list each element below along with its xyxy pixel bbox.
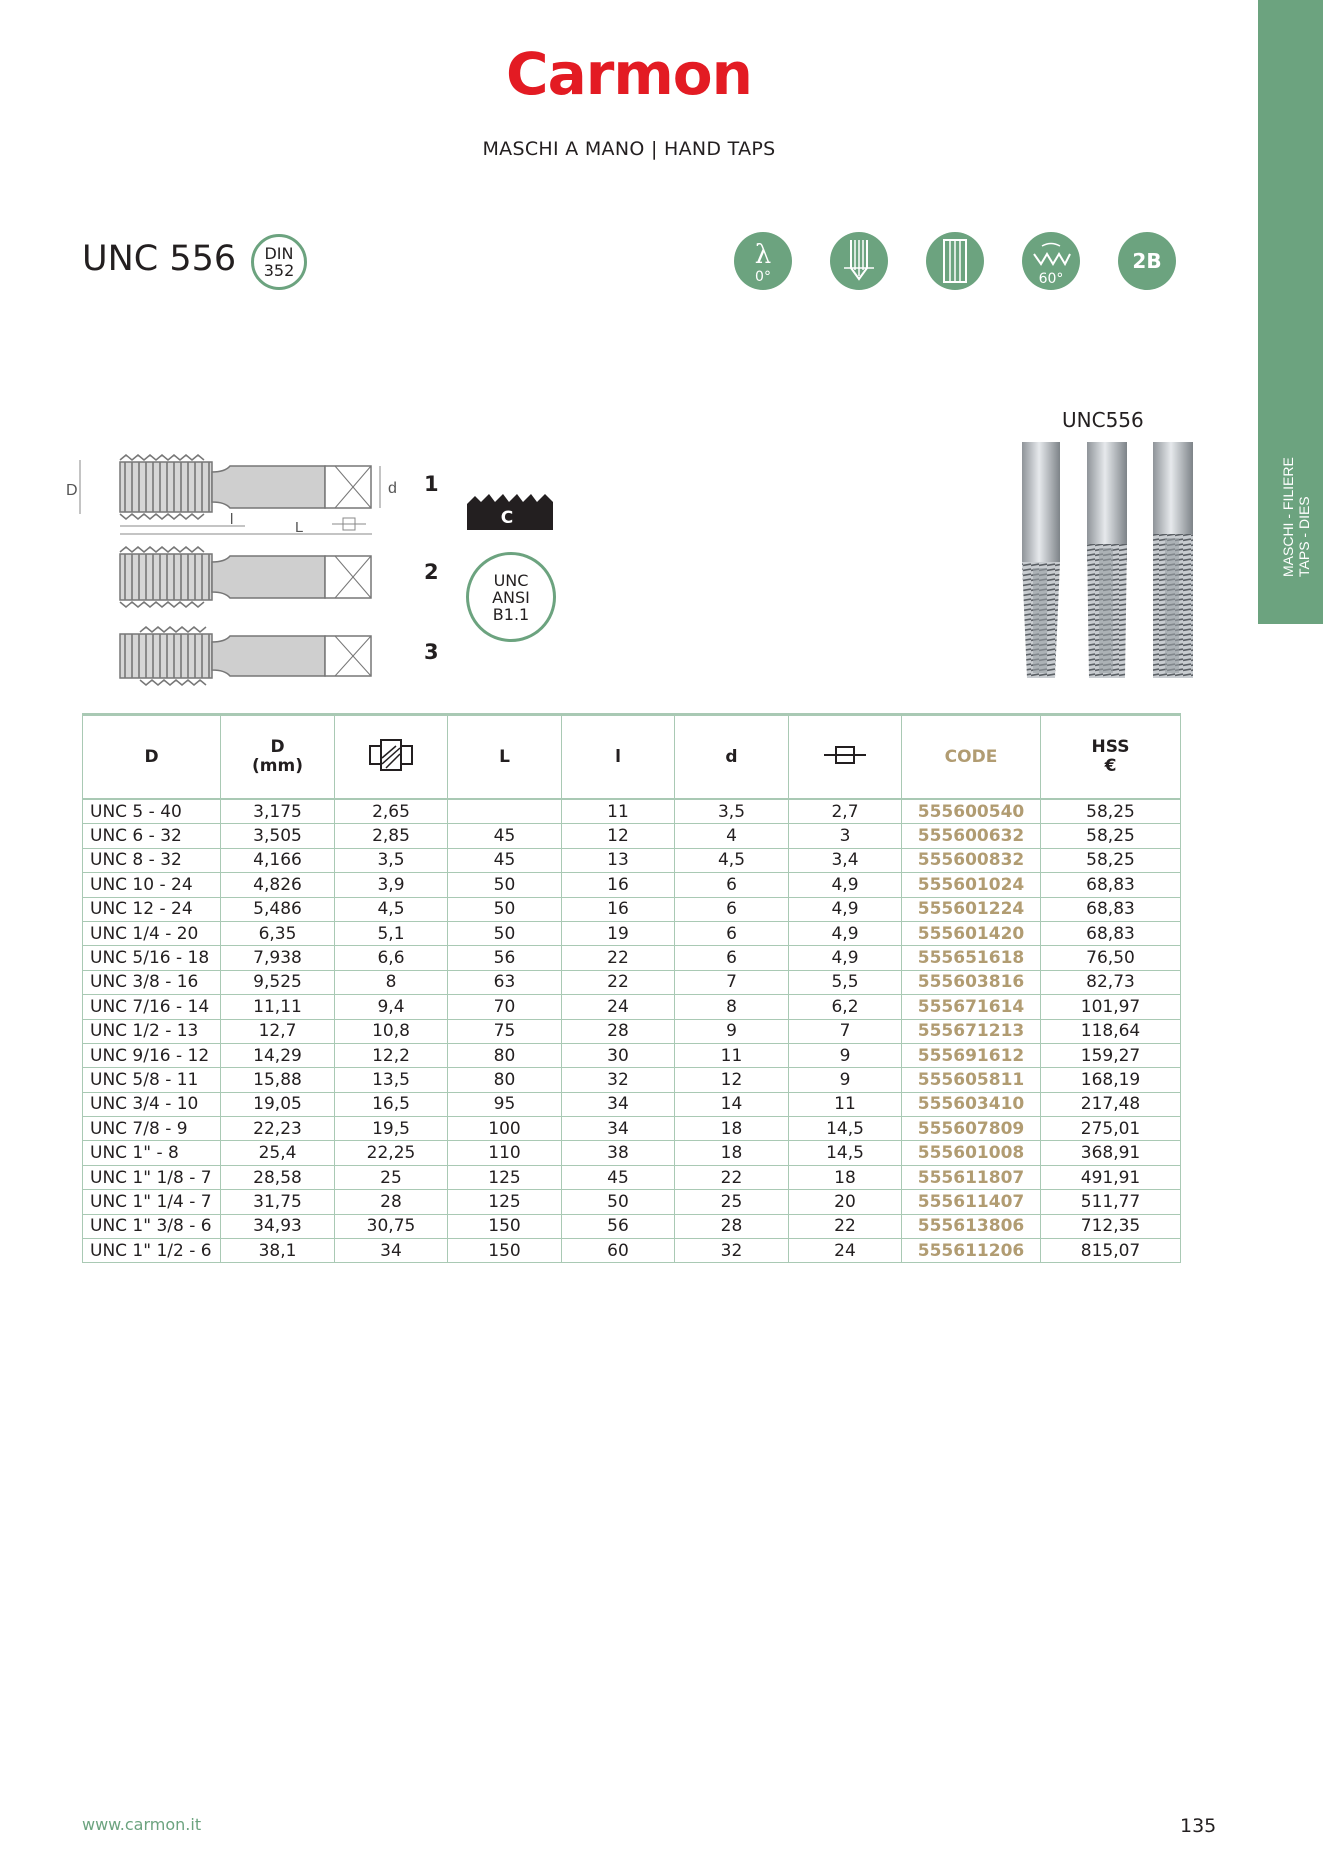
table-cell: 9	[789, 1043, 902, 1067]
table-cell: 14,5	[789, 1117, 902, 1141]
header-d-mm-line2: (mm)	[252, 756, 303, 776]
table-cell: 491,91	[1041, 1165, 1181, 1189]
table-cell: 13	[562, 848, 675, 872]
photo-caption: UNC556	[1062, 408, 1144, 432]
straight-flute-icon	[926, 232, 984, 290]
ic1-sym-text: λ	[754, 240, 772, 270]
table-cell	[448, 799, 562, 824]
table-cell: 56	[448, 946, 562, 970]
table-row	[83, 1117, 1181, 1141]
side-tab-label	[1258, 399, 1323, 579]
table-cell: 22	[789, 1214, 902, 1238]
header-hss-line1: HSS	[1091, 737, 1130, 757]
product-code-cell[interactable]: 555600540	[902, 799, 1041, 824]
table-cell: 8	[335, 970, 448, 994]
table-cell: 16,5	[335, 1092, 448, 1116]
table-cell: 8	[675, 995, 789, 1019]
table-cell: 9,525	[221, 970, 335, 994]
table-cell: 7,938	[221, 946, 335, 970]
table-cell: 70	[448, 995, 562, 1019]
table-cell: 19,05	[221, 1092, 335, 1116]
variant-number-1: 1	[424, 472, 439, 496]
table-row	[83, 946, 1181, 970]
tap-photo-2	[1087, 442, 1127, 678]
variant-number-3: 3	[424, 640, 439, 664]
table-row	[83, 1239, 1181, 1263]
table-cell: 22	[562, 946, 675, 970]
product-code-cell[interactable]: 555611407	[902, 1190, 1041, 1214]
table-cell: 80	[448, 1043, 562, 1067]
table-cell: 7	[675, 970, 789, 994]
table-cell: 10,8	[335, 1019, 448, 1043]
table-cell: 68,83	[1041, 921, 1181, 945]
tap-photo-1	[1022, 442, 1060, 678]
table-cell: UNC 5/16 - 18	[83, 946, 221, 970]
table-header-row	[83, 715, 1181, 800]
table-cell: 2,85	[335, 824, 448, 848]
table-cell: 18	[789, 1165, 902, 1189]
product-code-cell[interactable]: 555601420	[902, 921, 1041, 945]
table-cell: 3,175	[221, 799, 335, 824]
table-cell: 3,5	[335, 848, 448, 872]
ic5-val-text: 2B	[1132, 249, 1162, 273]
table-cell: 22,23	[221, 1117, 335, 1141]
product-code-cell[interactable]: 555611807	[902, 1165, 1041, 1189]
table-cell: 63	[448, 970, 562, 994]
product-code-cell[interactable]: 555603816	[902, 970, 1041, 994]
table-cell: 275,01	[1041, 1117, 1181, 1141]
tap-drawing-1	[66, 455, 397, 536]
table-cell: 20	[789, 1190, 902, 1214]
table-cell: 22	[675, 1165, 789, 1189]
table-cell: 3,9	[335, 873, 448, 897]
table-cell: 2,65	[335, 799, 448, 824]
table-cell: UNC 7/8 - 9	[83, 1117, 221, 1141]
tap-end-icon	[830, 232, 888, 290]
table-cell: 4	[675, 824, 789, 848]
table-cell: 6	[675, 897, 789, 921]
lbl-L-text: L	[295, 519, 304, 536]
table-cell: 19	[562, 921, 675, 945]
product-code-cell[interactable]: 555600832	[902, 848, 1041, 872]
table-cell: 4,9	[789, 897, 902, 921]
table-body	[83, 799, 1181, 1263]
table-row	[83, 921, 1181, 945]
table-cell: 6	[675, 921, 789, 945]
table-cell: 4,9	[789, 921, 902, 945]
table-cell: 28	[675, 1214, 789, 1238]
table-cell: 5,5	[789, 970, 902, 994]
table-cell: 14,5	[789, 1141, 902, 1165]
header-hss-line2: €	[1104, 756, 1117, 776]
table-cell: 9,4	[335, 995, 448, 1019]
table-cell: 6,35	[221, 921, 335, 945]
product-code-cell[interactable]: 555601024	[902, 873, 1041, 897]
table-cell: 110	[448, 1141, 562, 1165]
product-code-cell[interactable]: 555605811	[902, 1068, 1041, 1092]
header-L: L	[448, 715, 562, 800]
table-row	[83, 995, 1181, 1019]
table-cell: 13,5	[335, 1068, 448, 1092]
table-cell: 56	[562, 1214, 675, 1238]
table-cell: 75	[448, 1019, 562, 1043]
st2-text: TAPS - DIES	[1296, 496, 1312, 577]
table-cell: 6,6	[335, 946, 448, 970]
table-row	[83, 824, 1181, 848]
thread-angle-icon	[1022, 232, 1080, 290]
header-d: d	[675, 715, 789, 800]
table-cell: 4,9	[789, 873, 902, 897]
page-subtitle: MASCHI A MANO | HAND TAPS	[482, 138, 776, 160]
table-cell: 11	[789, 1092, 902, 1116]
product-code-cell[interactable]: 555607809	[902, 1117, 1041, 1141]
table-cell: 3,505	[221, 824, 335, 848]
table-cell: 95	[448, 1092, 562, 1116]
table-cell: 58,25	[1041, 824, 1181, 848]
din-badge-line1: DIN	[264, 244, 294, 263]
standard-badge-line3: B1.1	[492, 604, 530, 624]
product-code-cell[interactable]: 555613806	[902, 1214, 1041, 1238]
table-row	[83, 1019, 1181, 1043]
side-tab	[1258, 0, 1323, 624]
product-code-cell[interactable]: 555611206	[902, 1239, 1041, 1263]
table-cell: 3	[789, 824, 902, 848]
table-cell: 45	[448, 824, 562, 848]
table-cell: 14	[675, 1092, 789, 1116]
table-cell: 34	[335, 1239, 448, 1263]
table-cell: UNC 6 - 32	[83, 824, 221, 848]
table-cell: 25,4	[221, 1141, 335, 1165]
table-cell: 38	[562, 1141, 675, 1165]
table-cell: 168,19	[1041, 1068, 1181, 1092]
table-cell: 34	[562, 1092, 675, 1116]
drill-size-icon	[368, 738, 414, 772]
ic1-val-text: 0°	[755, 269, 771, 285]
table-cell: UNC 5 - 40	[83, 799, 221, 824]
table-cell: 150	[448, 1239, 562, 1263]
table-cell: UNC 9/16 - 12	[83, 1043, 221, 1067]
table-cell: 11,11	[221, 995, 335, 1019]
product-code-cell[interactable]: 555600632	[902, 824, 1041, 848]
table-cell: 2,7	[789, 799, 902, 824]
table-cell: 24	[562, 995, 675, 1019]
table-cell: 815,07	[1041, 1239, 1181, 1263]
table-cell: UNC 5/8 - 11	[83, 1068, 221, 1092]
table-cell: 32	[562, 1068, 675, 1092]
table-cell: 14,29	[221, 1043, 335, 1067]
table-cell: 3,4	[789, 848, 902, 872]
table-cell: 368,91	[1041, 1141, 1181, 1165]
table-row	[83, 1092, 1181, 1116]
header-code: CODE	[902, 715, 1041, 800]
table-cell: 6	[675, 946, 789, 970]
table-cell: 7	[789, 1019, 902, 1043]
table-cell: 60	[562, 1239, 675, 1263]
product-code-cell[interactable]: 555603410	[902, 1092, 1041, 1116]
table-cell: 125	[448, 1165, 562, 1189]
din-badge	[251, 234, 307, 290]
table-row	[83, 970, 1181, 994]
product-code-cell[interactable]: 555671213	[902, 1019, 1041, 1043]
table-cell: 28,58	[221, 1165, 335, 1189]
table-cell: 50	[448, 897, 562, 921]
table-cell: 101,97	[1041, 995, 1181, 1019]
table-cell: 38,1	[221, 1239, 335, 1263]
profile-label-text: C	[500, 508, 514, 528]
product-code-cell[interactable]: 555651618	[902, 946, 1041, 970]
table-row	[83, 848, 1181, 872]
table-cell: 6	[675, 873, 789, 897]
table-cell: 18	[675, 1141, 789, 1165]
table-cell: 11	[562, 799, 675, 824]
table-cell: 9	[675, 1019, 789, 1043]
table-cell: UNC 1" 1/4 - 7	[83, 1190, 221, 1214]
table-cell: 50	[562, 1190, 675, 1214]
table-cell: 12,7	[221, 1019, 335, 1043]
table-cell: 11	[675, 1043, 789, 1067]
table-cell: 34	[562, 1117, 675, 1141]
table-cell: 12,2	[335, 1043, 448, 1067]
table-cell: UNC 1/2 - 13	[83, 1019, 221, 1043]
table-cell: 31,75	[221, 1190, 335, 1214]
lbl-d-text: d	[388, 480, 397, 497]
table-cell: 4,166	[221, 848, 335, 872]
table-cell: 50	[448, 921, 562, 945]
table-cell: 16	[562, 897, 675, 921]
table-cell: 24	[789, 1239, 902, 1263]
table-cell: 16	[562, 873, 675, 897]
standard-badge-line1: UNC	[493, 570, 529, 590]
table-cell: UNC 3/4 - 10	[83, 1092, 221, 1116]
brand-logo: Carmon	[506, 40, 752, 108]
table-cell: 22,25	[335, 1141, 448, 1165]
table-cell: 30,75	[335, 1214, 448, 1238]
header-d-size: D	[83, 715, 221, 800]
table-cell: 25	[335, 1165, 448, 1189]
table-cell: 25	[675, 1190, 789, 1214]
ic4-val-text: 60°	[1038, 271, 1064, 287]
table-cell: 12	[562, 824, 675, 848]
lbl-l-text: l	[230, 511, 234, 528]
variant-number-2: 2	[424, 560, 439, 584]
table-cell: 3,5	[675, 799, 789, 824]
footer-url[interactable]: www.carmon.it	[82, 1815, 202, 1834]
standard-badge	[466, 552, 556, 642]
table-cell: 45	[562, 1165, 675, 1189]
table-row	[83, 1068, 1181, 1092]
table-cell: UNC 12 - 24	[83, 897, 221, 921]
table-cell: 68,83	[1041, 897, 1181, 921]
table-cell: UNC 3/8 - 16	[83, 970, 221, 994]
table-row	[83, 897, 1181, 921]
tap-photo-3	[1153, 442, 1193, 678]
standard-badge-line2: ANSI	[492, 587, 530, 607]
table-cell: 712,35	[1041, 1214, 1181, 1238]
table-cell: 58,25	[1041, 848, 1181, 872]
table-cell: 19,5	[335, 1117, 448, 1141]
page-number: 135	[1180, 1815, 1217, 1837]
table-cell: UNC 1" 1/2 - 6	[83, 1239, 221, 1263]
tap-drawing-2	[120, 547, 371, 607]
table-cell: 217,48	[1041, 1092, 1181, 1116]
table-cell: 6,2	[789, 995, 902, 1019]
table-cell: 68,83	[1041, 873, 1181, 897]
table-cell: 5,1	[335, 921, 448, 945]
table-cell: UNC 1" 1/8 - 7	[83, 1165, 221, 1189]
table-cell: 15,88	[221, 1068, 335, 1092]
table-cell: 58,25	[1041, 799, 1181, 824]
table-cell: 4,826	[221, 873, 335, 897]
table-row	[83, 1214, 1181, 1238]
din-badge-line2: 352	[263, 261, 295, 280]
table-row	[83, 1190, 1181, 1214]
table-cell: 28	[562, 1019, 675, 1043]
table-cell: 76,50	[1041, 946, 1181, 970]
table-cell: 28	[335, 1190, 448, 1214]
tap-drawing-3	[120, 627, 371, 685]
table-cell: 4,9	[789, 946, 902, 970]
table-cell: UNC 1/4 - 20	[83, 921, 221, 945]
table-cell: UNC 8 - 32	[83, 848, 221, 872]
table-row	[83, 1043, 1181, 1067]
table-cell: 118,64	[1041, 1019, 1181, 1043]
table-cell: 30	[562, 1043, 675, 1067]
table-cell: 511,77	[1041, 1190, 1181, 1214]
product-code-cell[interactable]: 555671614	[902, 995, 1041, 1019]
table-cell: 82,73	[1041, 970, 1181, 994]
header-hss	[1041, 715, 1181, 800]
lbl-D-text: D	[66, 482, 78, 499]
table-cell: 4,5	[335, 897, 448, 921]
table-row	[83, 1141, 1181, 1165]
table-cell: 45	[448, 848, 562, 872]
table-row	[83, 1165, 1181, 1189]
header-d-mm-line1: D	[270, 737, 285, 757]
product-photo	[1015, 438, 1215, 688]
tolerance-class-icon	[1118, 232, 1176, 290]
table-cell: 34,93	[221, 1214, 335, 1238]
table-cell: 50	[448, 873, 562, 897]
header-d-mm	[221, 715, 335, 800]
table-cell: 100	[448, 1117, 562, 1141]
square-size-icon	[822, 743, 868, 767]
table-cell: 12	[675, 1068, 789, 1092]
table-cell: UNC 1" 3/8 - 6	[83, 1214, 221, 1238]
table-cell: 150	[448, 1214, 562, 1238]
table-cell: 18	[675, 1117, 789, 1141]
rake-angle-icon	[734, 232, 792, 290]
table-cell: 5,486	[221, 897, 335, 921]
table-cell: 9	[789, 1068, 902, 1092]
thread-profile-icon	[467, 492, 553, 534]
header-l: l	[562, 715, 675, 800]
product-code-cell[interactable]: 555601008	[902, 1141, 1041, 1165]
table-row	[83, 873, 1181, 897]
table-cell: UNC 1" - 8	[83, 1141, 221, 1165]
table-cell: 80	[448, 1068, 562, 1092]
table-cell: UNC 7/16 - 14	[83, 995, 221, 1019]
table-cell: UNC 10 - 24	[83, 873, 221, 897]
st1-text: MASCHI - FILIERE	[1280, 457, 1296, 577]
header-drill	[335, 715, 448, 800]
table-cell: 4,5	[675, 848, 789, 872]
table-row	[83, 799, 1181, 824]
product-code-cell[interactable]: 555691612	[902, 1043, 1041, 1067]
table-cell: 22	[562, 970, 675, 994]
header-square	[789, 715, 902, 800]
table-cell: 125	[448, 1190, 562, 1214]
table-cell: 159,27	[1041, 1043, 1181, 1067]
table-cell: 32	[675, 1239, 789, 1263]
product-title: UNC 556	[82, 239, 237, 279]
product-table	[82, 713, 1180, 1263]
product-code-cell[interactable]: 555601224	[902, 897, 1041, 921]
